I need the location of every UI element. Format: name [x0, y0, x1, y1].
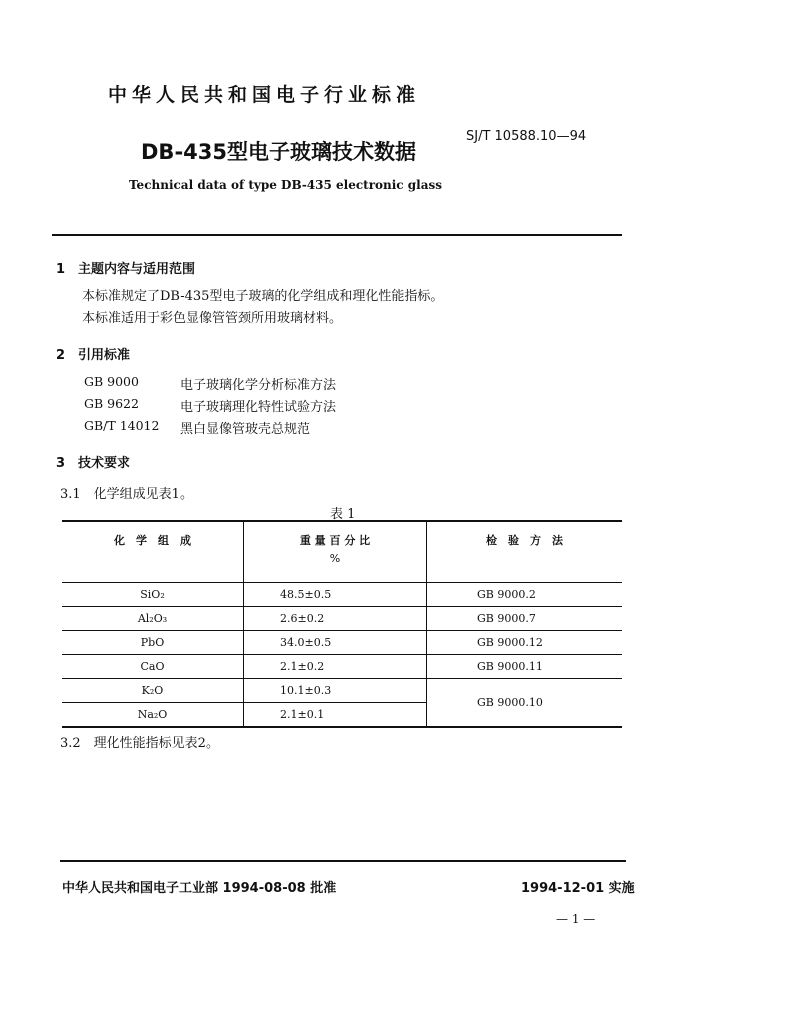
table-header-row	[62, 521, 622, 583]
header-test-method: 检 验 方 法	[427, 521, 623, 583]
page-number: — 1 —	[556, 912, 596, 926]
reference-title: 电子玻璃化学分析标准方法	[180, 378, 337, 393]
document-number: SJ/T 10588.10—94	[466, 129, 587, 144]
cell-test-method: GB 9000.2	[427, 583, 623, 607]
section-2-heading: 2 引用标准	[56, 348, 131, 363]
cell-test-method: GB 9000.12	[427, 631, 623, 655]
section-1-paragraph-1: 本标准规定了DB-435型电子玻璃的化学组成和理化性能指标。	[82, 289, 444, 304]
table-row	[62, 631, 622, 655]
table-row	[62, 679, 622, 703]
document-title: DB-435型电子玻璃技术数据	[141, 140, 416, 164]
section-1-heading: 1 主题内容与适用范围	[56, 262, 196, 277]
cell-test-method: GB 9000.7	[427, 607, 623, 631]
cell-weight-percent: 2.6±0.2	[244, 607, 427, 631]
section-3-2-text: 3.2 理化性能指标见表2。	[60, 736, 219, 751]
cell-component: CaO	[62, 655, 244, 679]
table-row	[62, 655, 622, 679]
table-row	[62, 583, 622, 607]
section-3-heading: 3 技术要求	[56, 456, 131, 471]
section-1-paragraph-2: 本标准适用于彩色显像管管颈所用玻璃材料。	[82, 311, 343, 326]
header-weight-percent-unit: %	[329, 552, 341, 565]
cell-weight-percent: 2.1±0.1	[244, 703, 427, 728]
cell-test-method: GB 9000.10	[427, 679, 623, 728]
section-3-1-text: 3.1 化学组成见表1。	[60, 487, 193, 502]
header-divider	[52, 234, 622, 236]
cell-component: PbO	[62, 631, 244, 655]
reference-title: 黑白显像管玻壳总规范	[180, 422, 311, 437]
cell-component: Na₂O	[62, 703, 244, 728]
effective-date: 1994-12-01 实施	[521, 881, 635, 896]
reference-code: GB 9000	[84, 374, 139, 389]
cell-weight-percent: 48.5±0.5	[244, 583, 427, 607]
standard-category: 中华人民共和国电子行业标准	[108, 84, 421, 106]
cell-component: K₂O	[62, 679, 244, 703]
cell-test-method: GB 9000.11	[427, 655, 623, 679]
header-weight-percent	[244, 521, 427, 583]
cell-weight-percent: 34.0±0.5	[244, 631, 427, 655]
cell-component: SiO₂	[62, 583, 244, 607]
approval-statement: 中华人民共和国电子工业部 1994-08-08 批准	[62, 881, 337, 896]
footer-divider	[60, 860, 626, 862]
cell-component: Al₂O₃	[62, 607, 244, 631]
document-subtitle-english: Technical data of type DB-435 electronic glass	[129, 178, 443, 192]
table-row	[62, 607, 622, 631]
reference-title: 电子玻璃理化特性试验方法	[180, 400, 337, 415]
cell-weight-percent: 2.1±0.2	[244, 655, 427, 679]
table-1-caption: 表 1	[330, 507, 356, 522]
header-composition: 化 学 组 成	[62, 521, 244, 583]
cell-weight-percent: 10.1±0.3	[244, 679, 427, 703]
reference-code: GB/T 14012	[84, 418, 160, 433]
header-weight-percent-label: 重 量 百 分 比	[299, 534, 371, 547]
chemical-composition-table	[62, 520, 622, 728]
reference-code: GB 9622	[84, 396, 139, 411]
